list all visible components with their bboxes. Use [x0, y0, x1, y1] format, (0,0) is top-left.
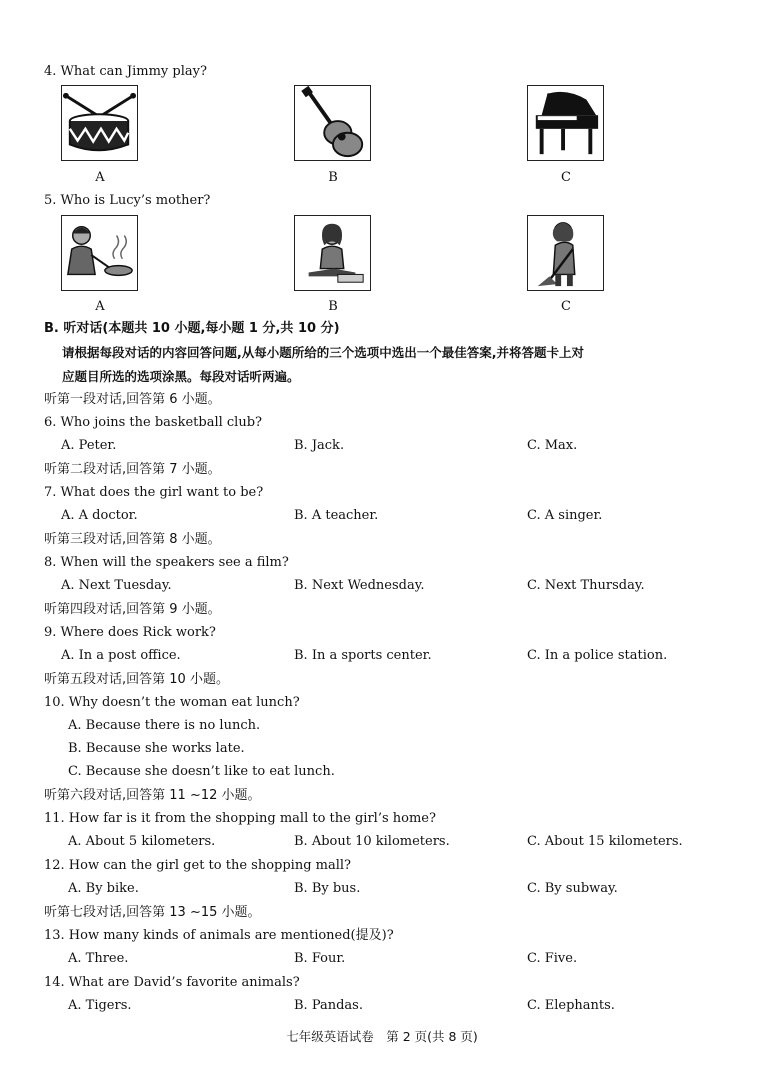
dialogue-3-prompt: 听第三段对话,回答第 8 小题。	[44, 532, 221, 547]
q10-question: 10. Why doesn’t the woman eat lunch?	[44, 695, 300, 710]
dialogue-2-prompt: 听第二段对话,回答第 7 小题。	[44, 462, 221, 477]
q13-option-a: A. Three.	[68, 951, 129, 966]
q5-question: 5. Who is Lucy’s mother?	[44, 193, 211, 208]
piano-icon	[527, 85, 604, 161]
dialogue-7-prompt: 听第七段对话,回答第 13 ~15 小题。	[44, 905, 261, 920]
q11-option-c: C. About 15 kilometers.	[527, 834, 683, 849]
page-footer: 七年级英语试卷 第 2 页(共 8 页)	[286, 1029, 478, 1044]
q14-option-c: C. Elephants.	[527, 998, 615, 1013]
q11-question: 11. How far is it from the shopping mall to the girl’s home?	[44, 811, 436, 826]
q6-question: 6. Who joins the basketball club?	[44, 415, 263, 430]
q10-option-a: A. Because there is no lunch.	[68, 718, 261, 733]
drum-icon	[61, 85, 138, 161]
dialogue-6-prompt: 听第六段对话,回答第 11 ~12 小题。	[44, 788, 261, 803]
q8-option-b: B. Next Wednesday.	[294, 578, 425, 593]
q9-option-a: A. In a post office.	[61, 648, 181, 663]
q7-option-b: B. A teacher.	[294, 508, 379, 523]
q12-option-b: B. By bus.	[294, 881, 361, 896]
q12-question: 12. How can the girl get to the shopping mall?	[44, 858, 352, 873]
q13-option-c: C. Five.	[527, 951, 578, 966]
q10-option-b: B. Because she works late.	[68, 741, 245, 756]
q12-option-c: C. By subway.	[527, 881, 618, 896]
q9-option-b: B. In a sports center.	[294, 648, 432, 663]
part-b-heading: B. 听对话(本题共 10 小题,每小题 1 分,共 10 分)	[44, 321, 340, 336]
q5-option-a-label: A	[95, 299, 105, 314]
q14-option-b: B. Pandas.	[294, 998, 363, 1013]
q8-option-c: C. Next Thursday.	[527, 578, 645, 593]
guitar-icon	[294, 85, 371, 161]
q9-question: 9. Where does Rick work?	[44, 625, 216, 640]
part-b-instruction-line2: 应题目所选的选项涂黑。每段对话听两遍。	[62, 369, 300, 384]
dialogue-1-prompt: 听第一段对话,回答第 6 小题。	[44, 392, 221, 407]
woman-cooking-icon	[61, 215, 138, 291]
woman-sweeping-icon	[527, 215, 604, 291]
dialogue-4-prompt: 听第四段对话,回答第 9 小题。	[44, 602, 221, 617]
q4-option-b-label: B	[328, 170, 338, 185]
q13-option-b: B. Four.	[294, 951, 346, 966]
q11-option-b: B. About 10 kilometers.	[294, 834, 450, 849]
woman-reading-icon	[294, 215, 371, 291]
q4-option-c-label: C	[561, 170, 571, 185]
q7-option-a: A. A doctor.	[61, 508, 138, 523]
part-b-instruction-line1: 请根据每段对话的内容回答问题,从每小题所给的三个选项中选出一个最佳答案,并将答题卡上对	[62, 345, 584, 360]
q5-option-c-label: C	[561, 299, 571, 314]
q7-question: 7. What does the girl want to be?	[44, 485, 264, 500]
q14-question: 14. What are David’s favorite animals?	[44, 975, 300, 990]
q9-option-c: C. In a police station.	[527, 648, 668, 663]
q5-option-b-label: B	[328, 299, 338, 314]
q8-option-a: A. Next Tuesday.	[61, 578, 172, 593]
q12-option-a: A. By bike.	[68, 881, 139, 896]
q6-option-a: A. Peter.	[61, 438, 117, 453]
q7-option-c: C. A singer.	[527, 508, 603, 523]
q4-question: 4. What can Jimmy play?	[44, 64, 207, 79]
q14-option-a: A. Tigers.	[68, 998, 132, 1013]
q11-option-a: A. About 5 kilometers.	[68, 834, 216, 849]
q8-question: 8. When will the speakers see a film?	[44, 555, 289, 570]
q10-option-c: C. Because she doesn’t like to eat lunch.	[68, 764, 335, 779]
q13-question: 13. How many kinds of animals are mentioned(提及)?	[44, 928, 394, 943]
q6-option-c: C. Max.	[527, 438, 578, 453]
q4-option-a-label: A	[95, 170, 105, 185]
q6-option-b: B. Jack.	[294, 438, 345, 453]
dialogue-5-prompt: 听第五段对话,回答第 10 小题。	[44, 672, 229, 687]
